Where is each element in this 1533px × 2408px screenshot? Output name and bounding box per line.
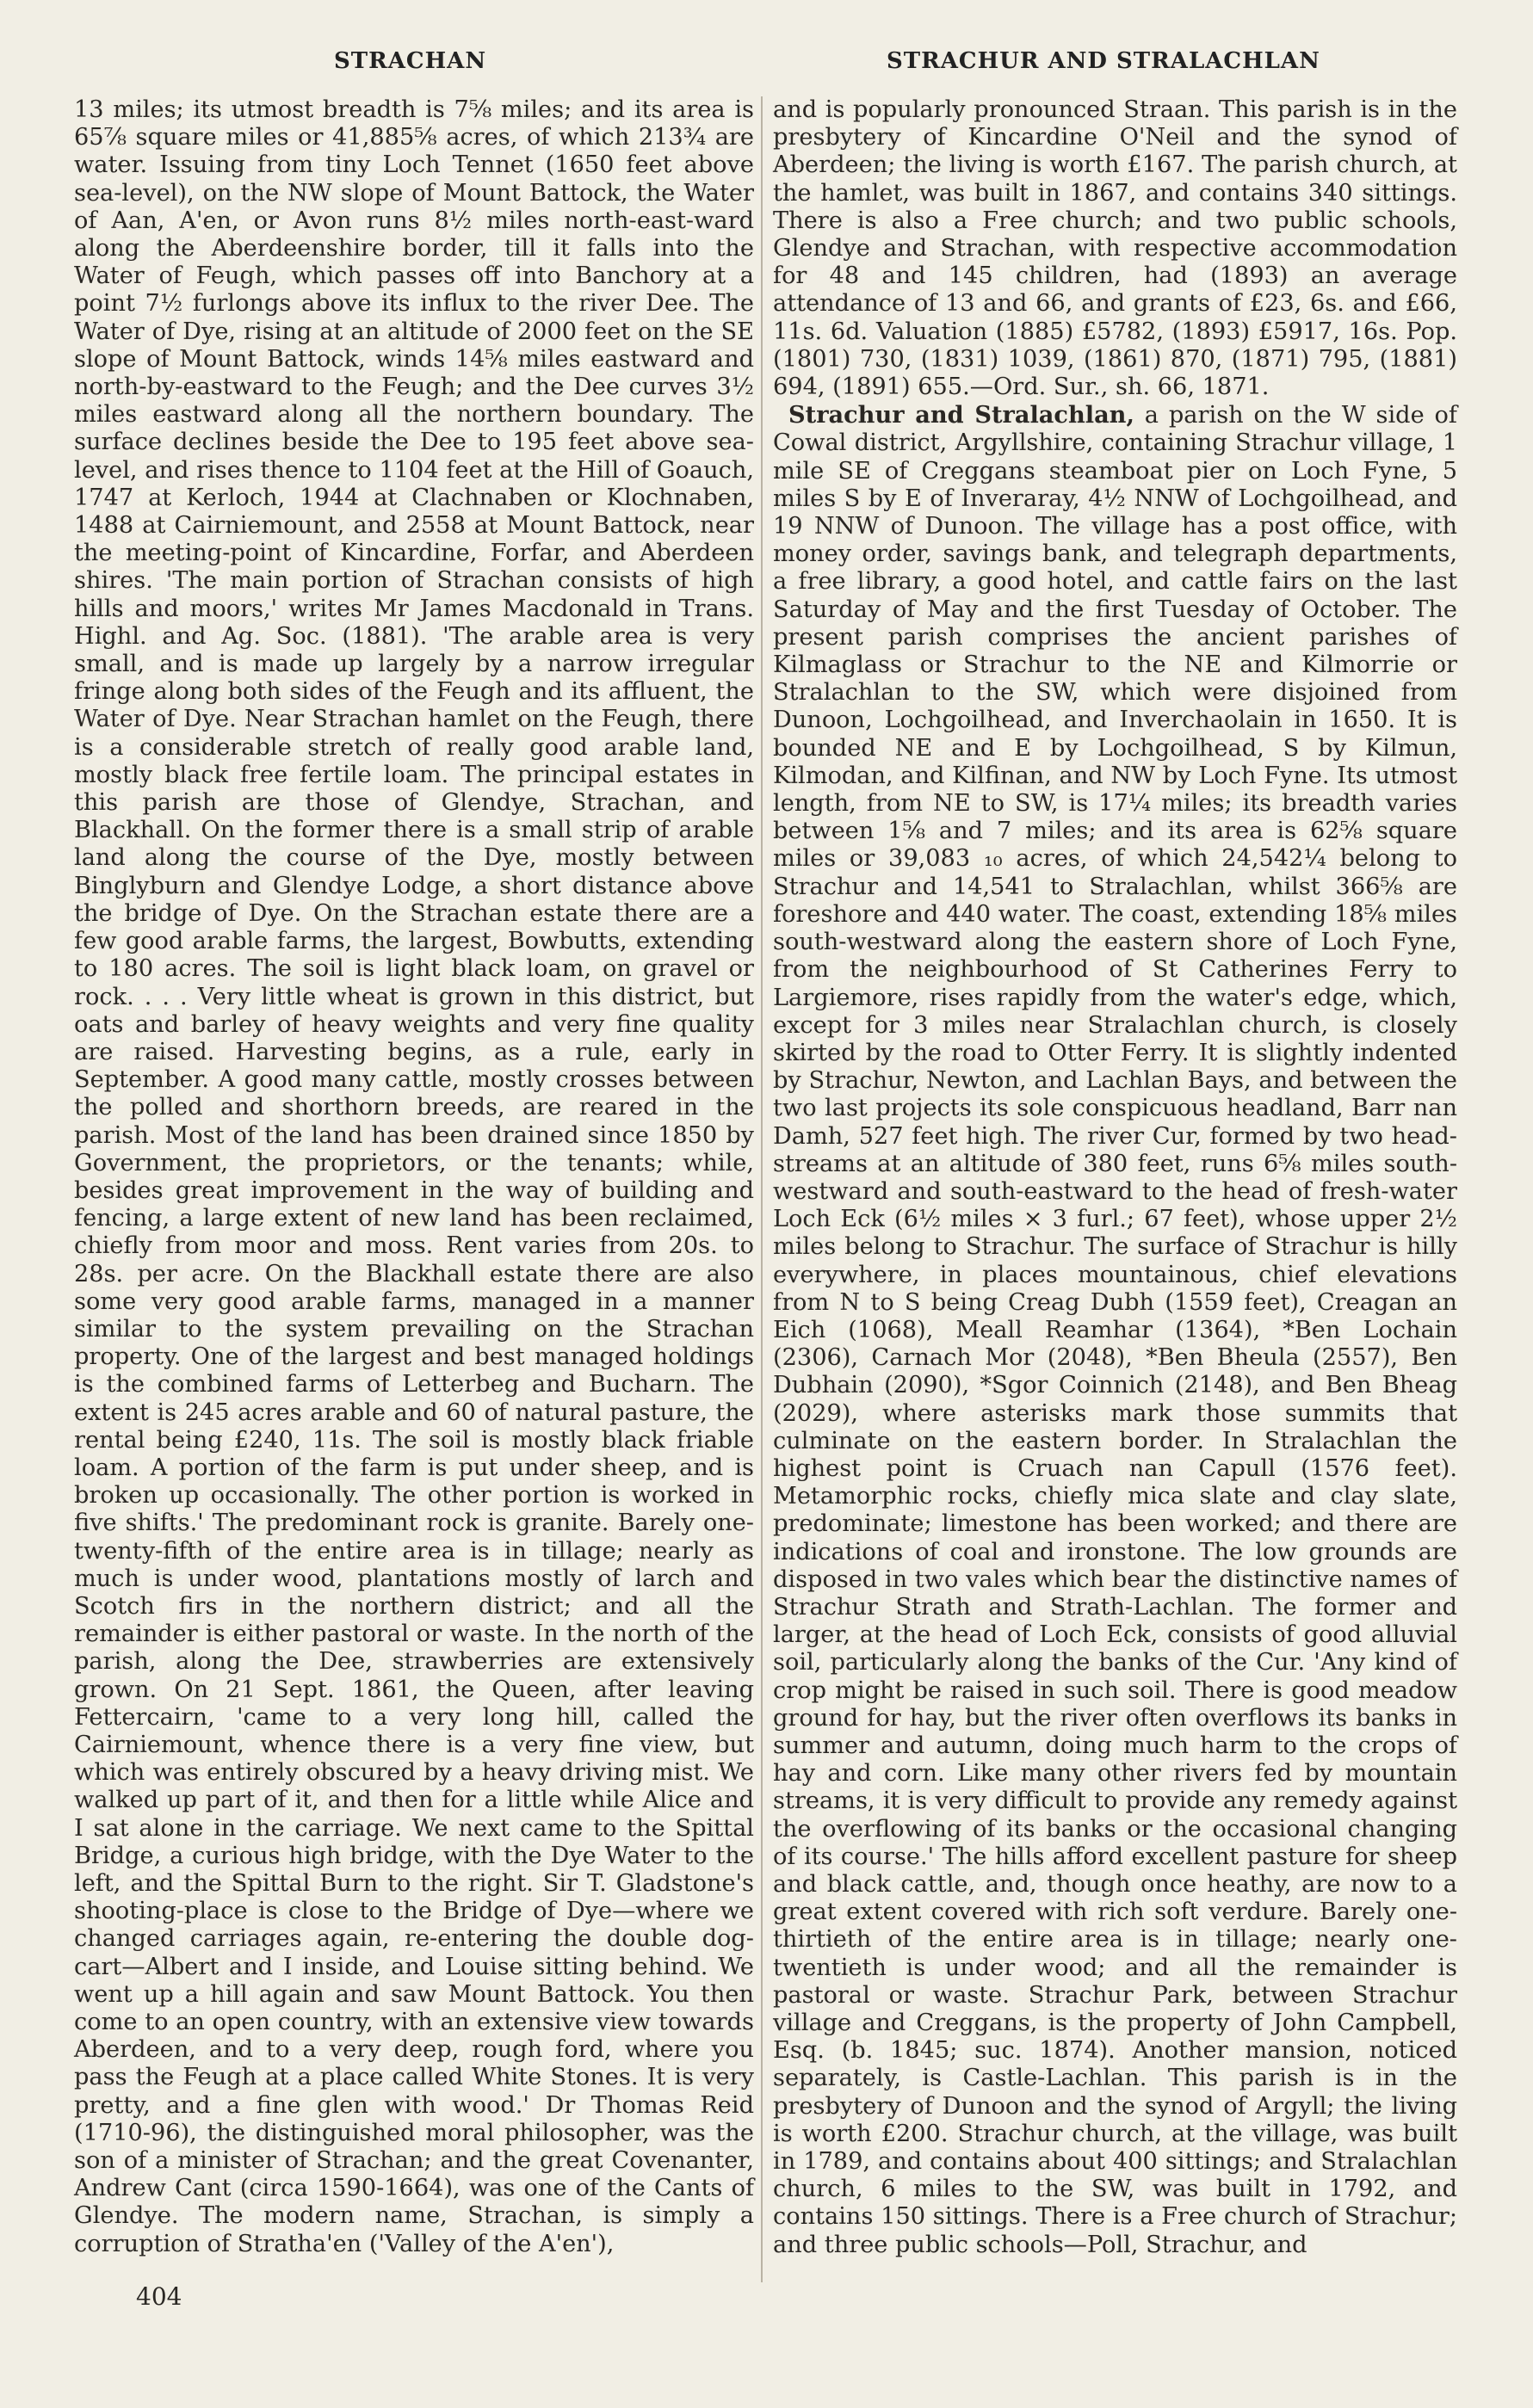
- right-column: [773, 96, 1457, 2259]
- left-column-text: 13 miles; its utmost breadth is 7⅝ miles; and its area is 65⅞ square miles or 41,885⅝ acres, of which 213¾ are water. Issuing from tiny Loch Tennet (1650 feet above sea-level), on the NW slope of Mount Battock, the Water of Aan, A'en, or Avon runs 8½ miles north-east-ward along the Aberdeenshire border, till it falls into the Water of Feugh, which passes off into Banchory at a point 7½ furlongs above its influx to the river Dee. The Water of Dye, rising at an altitude of 2000 feet on the SE slope of Mount Battock, winds 14⅝ miles eastward and north-by-eastward to the Feugh; and the Dee curves 3½ miles eastward along all the northern boundary. The surface declines beside the Dee to 195 feet above sea-level, and rises thence to 1104 feet at the Hill of Goauch, 1747 at Kerloch, 1944 at Clachnaben or Klochnaben, 1488 at Cairniemount, and 2558 at Mount Battock, near the meeting-point of Kincardine, Forfar, and Aberdeen shires. 'The main portion of Strachan consists of high hills and moors,' writes Mr James Macdonald in Trans. Highl. and Ag. Soc. (1881). 'The arable area is very small, and is made up largely by a narrow irregular fringe along both sides of the Feugh and its affluent, the Water of Dye. Near Strachan hamlet on the Feugh, there is a considerable stretch of really good arable land, mostly black free fertile loam. The principal estates in this parish are those of Glendye, Strachan, and Blackhall. On the former there is a small strip of arable land along the course of the Dye, mostly between Binglyburn and Glendye Lodge, a short distance above the bridge of Dye. On the Strachan estate there are a few good arable farms, the largest, Bowbutts, extending to 180 acres. The soil is light black loam, on gravel or rock. . . . Very little wheat is grown in this district, but oats and barley of heavy weights and very fine quality are raised. Harvesting begins, as a rule, early in September. A good many cattle, mostly crosses between the polled and shorthorn breeds, are reared in the parish. Most of the land has been drained since 1850 by Government, the proprietors, or the tenants; while, besides great improvement in the way of building and fencing, a large extent of new land has been reclaimed, chiefly from moor and moss. Rent varies from 20s. to 28s. per acre. On the Blackhall estate there are also some very good arable farms, managed in a manner similar to the system prevailing on the Strachan property. One of the largest and best managed holdings is the combined farms of Letterbeg and Bucharn. The extent is 245 acres arable and 60 of natural pasture, the rental being £240, 11s. The soil is mostly black friable loam. A portion of the farm is put under sheep, and is broken up occasionally. The other portion is worked in five shifts.' The predominant rock is granite. Barely one-twenty-fifth of the entire area is in tillage; nearly as much is under wood, plantations mostly of larch and Scotch firs in the northern district; and all the remainder is either pastoral or waste. In the north of the parish, along the Dee, strawberries are extensively grown. On 21 Sept. 1861, the Queen, after leaving Fettercairn, 'came to a very long hill, called the Cairniemount, whence there is a very fine view, but which was entirely obscured by a heavy driving mist. We walked up part of it, and then for a little while Alice and I sat alone in the carriage. We next came to the Spittal Bridge, a curious high bridge, with the Dye Water to the left, and the Spittal Burn to the right. Sir T. Gladstone's shooting-place is close to the Bridge of Dye—where we changed carriages again, re-entering the double dog-cart—Albert and I inside, and Louise sitting behind. We went up a hill again and saw Mount Battock. You then come to an open country, with an extensive view towards Aberdeen, and to a very deep, rough ford, where you pass the Feugh at a place called White Stones. It is very pretty, and a fine glen with wood.' Dr Thomas Reid (1710-96), the distinguished moral philosopher, was the son of a minister of Strachan; and the great Covenanter, Andrew Cant (circa 1590-1664), was one of the Cants of Glendye. The modern name, Strachan, is simply a corruption of Stratha'en ('Valley of the A'en'),: [74, 96, 754, 2257]
- column-divider: [761, 96, 763, 2282]
- entry-heading-strachur: Strachur and Stralachlan,: [788, 401, 1134, 429]
- running-header-right: STRACHUR AND STRALACHLAN: [887, 48, 1320, 74]
- right-column-paragraph-1: and is popularly pronounced Straan. This parish is in the presbytery of Kincardine O'Neil and the synod of Aberdeen; the living is worth £167. The parish church, at the hamlet, was built in 1867, and contains 340 sittings. There is also a Free church; and two public schools, Glendye and Strachan, with respective accommodation for 48 and 145 children, had (1893) an average attendance of 13 and 66, and grants of £23, 6s. and £66, 11s. 6d. Valuation (1885) £5782, (1893) £5917, 16s. Pop. (1801) 730, (1831) 1039, (1861) 870, (1871) 795, (1881) 694, (1891) 655.—Ord. Sur., sh. 66, 1871.: [773, 96, 1457, 401]
- left-column: [74, 96, 754, 2258]
- page-number: 404: [136, 2282, 182, 2311]
- right-column-paragraph-2: [773, 401, 1457, 2259]
- entry-body-strachur: a parish on the W side of Cowal district, Argyllshire, containing Strachur village, 1 mile SE of Creggans steamboat pier on Loch Fyne, 5 miles S by E of Inveraray, 4½ NNW of Lochgoilhead, and 19 NNW of Dunoon. The village has a post office, with money order, savings bank, and telegraph departments, a free library, a good hotel, and cattle fairs on the last Saturday of May and the first Tuesday of October. The present parish comprises the ancient parishes of Kilmaglass or Strachur to the NE and Kilmorrie or Stralachlan to the SW, which were disjoined from Dunoon, Lochgoilhead, and Inverchaolain in 1650. It is bounded NE and E by Lochgoilhead, S by Kilmun, Kilmodan, and Kilfinan, and NW by Loch Fyne. Its utmost length, from NE to SW, is 17¼ miles; its breadth varies between 1⅝ and 7 miles; and its area is 62⅝ square miles or 39,083 ₁₀ acres, of which 24,542¼ belong to Strachur and 14,541 to Stralachlan, whilst 366⅝ are foreshore and 440 water. The coast, extending 18⅝ miles south-westward along the eastern shore of Loch Fyne, from the neighbourhood of St Catherines Ferry to Largiemore, rises rapidly from the water's edge, which, except for 3 miles near Stralachlan church, is closely skirted by the road to Otter Ferry. It is slightly indented by Strachur, Newton, and Lachlan Bays, and between the two last projects its sole conspicuous headland, Barr nan Damh, 527 feet high. The river Cur, formed by two head-streams at an altitude of 380 feet, runs 6⅝ miles south-westward and south-eastward to the head of fresh-water Loch Eck (6½ miles × 3 furl.; 67 feet), whose upper 2½ miles belong to Strachur. The surface of Strachur is hilly everywhere, in places mountainous, chief elevations from N to S being Creag Dubh (1559 feet), Creagan an Eich (1068), Meall Reamhar (1364), *Ben Lochain (2306), Carnach Mor (2048), *Ben Bheula (2557), Ben Dubhain (2090), *Sgor Coinnich (2148), and Ben Bheag (2029), where asterisks mark those summits that culminate on the eastern border. In Stralachlan the highest point is Cruach nan Capull (1576 feet). Metamorphic rocks, chiefly mica slate and clay slate, predominate; limestone has been worked; and there are indications of coal and ironstone. The low grounds are disposed in two vales which bear the distinctive names of Strachur Strath and Strath-Lachlan. The former and larger, at the head of Loch Eck, consists of good alluvial soil, particularly along the banks of the Cur. 'Any kind of crop might be raised in such soil. There is good meadow ground for hay, but the river often overflows its banks in summer and autumn, doing much harm to the crops of hay and corn. Like many other rivers fed by mountain streams, it is very difficult to provide any remedy against the overflowing of its banks or the occasional changing of its course.' The hills afford excellent pasture for sheep and black cattle, and, though once heathy, are now to a great extent covered with rich soft verdure. Barely one-thirtieth of the entire area is in tillage; nearly one-twentieth is under wood; and all the remainder is pastoral or waste. Strachur Park, between Strachur village and Creggans, is the property of John Campbell, Esq. (b. 1845; suc. 1874). Another mansion, noticed separately, is Castle-Lachlan. This parish is in the presbytery of Dunoon and the synod of Argyll; the living is worth £200. Strachur church, at the village, was built in 1789, and contains about 400 sittings; and Stralachlan church, 6 miles to the SW, was built in 1792, and contains 150 sittings. There is a Free church of Strachur; and three public schools—Poll, Strachur, and: [773, 402, 1458, 2258]
- running-header-left: STRACHAN: [334, 48, 487, 74]
